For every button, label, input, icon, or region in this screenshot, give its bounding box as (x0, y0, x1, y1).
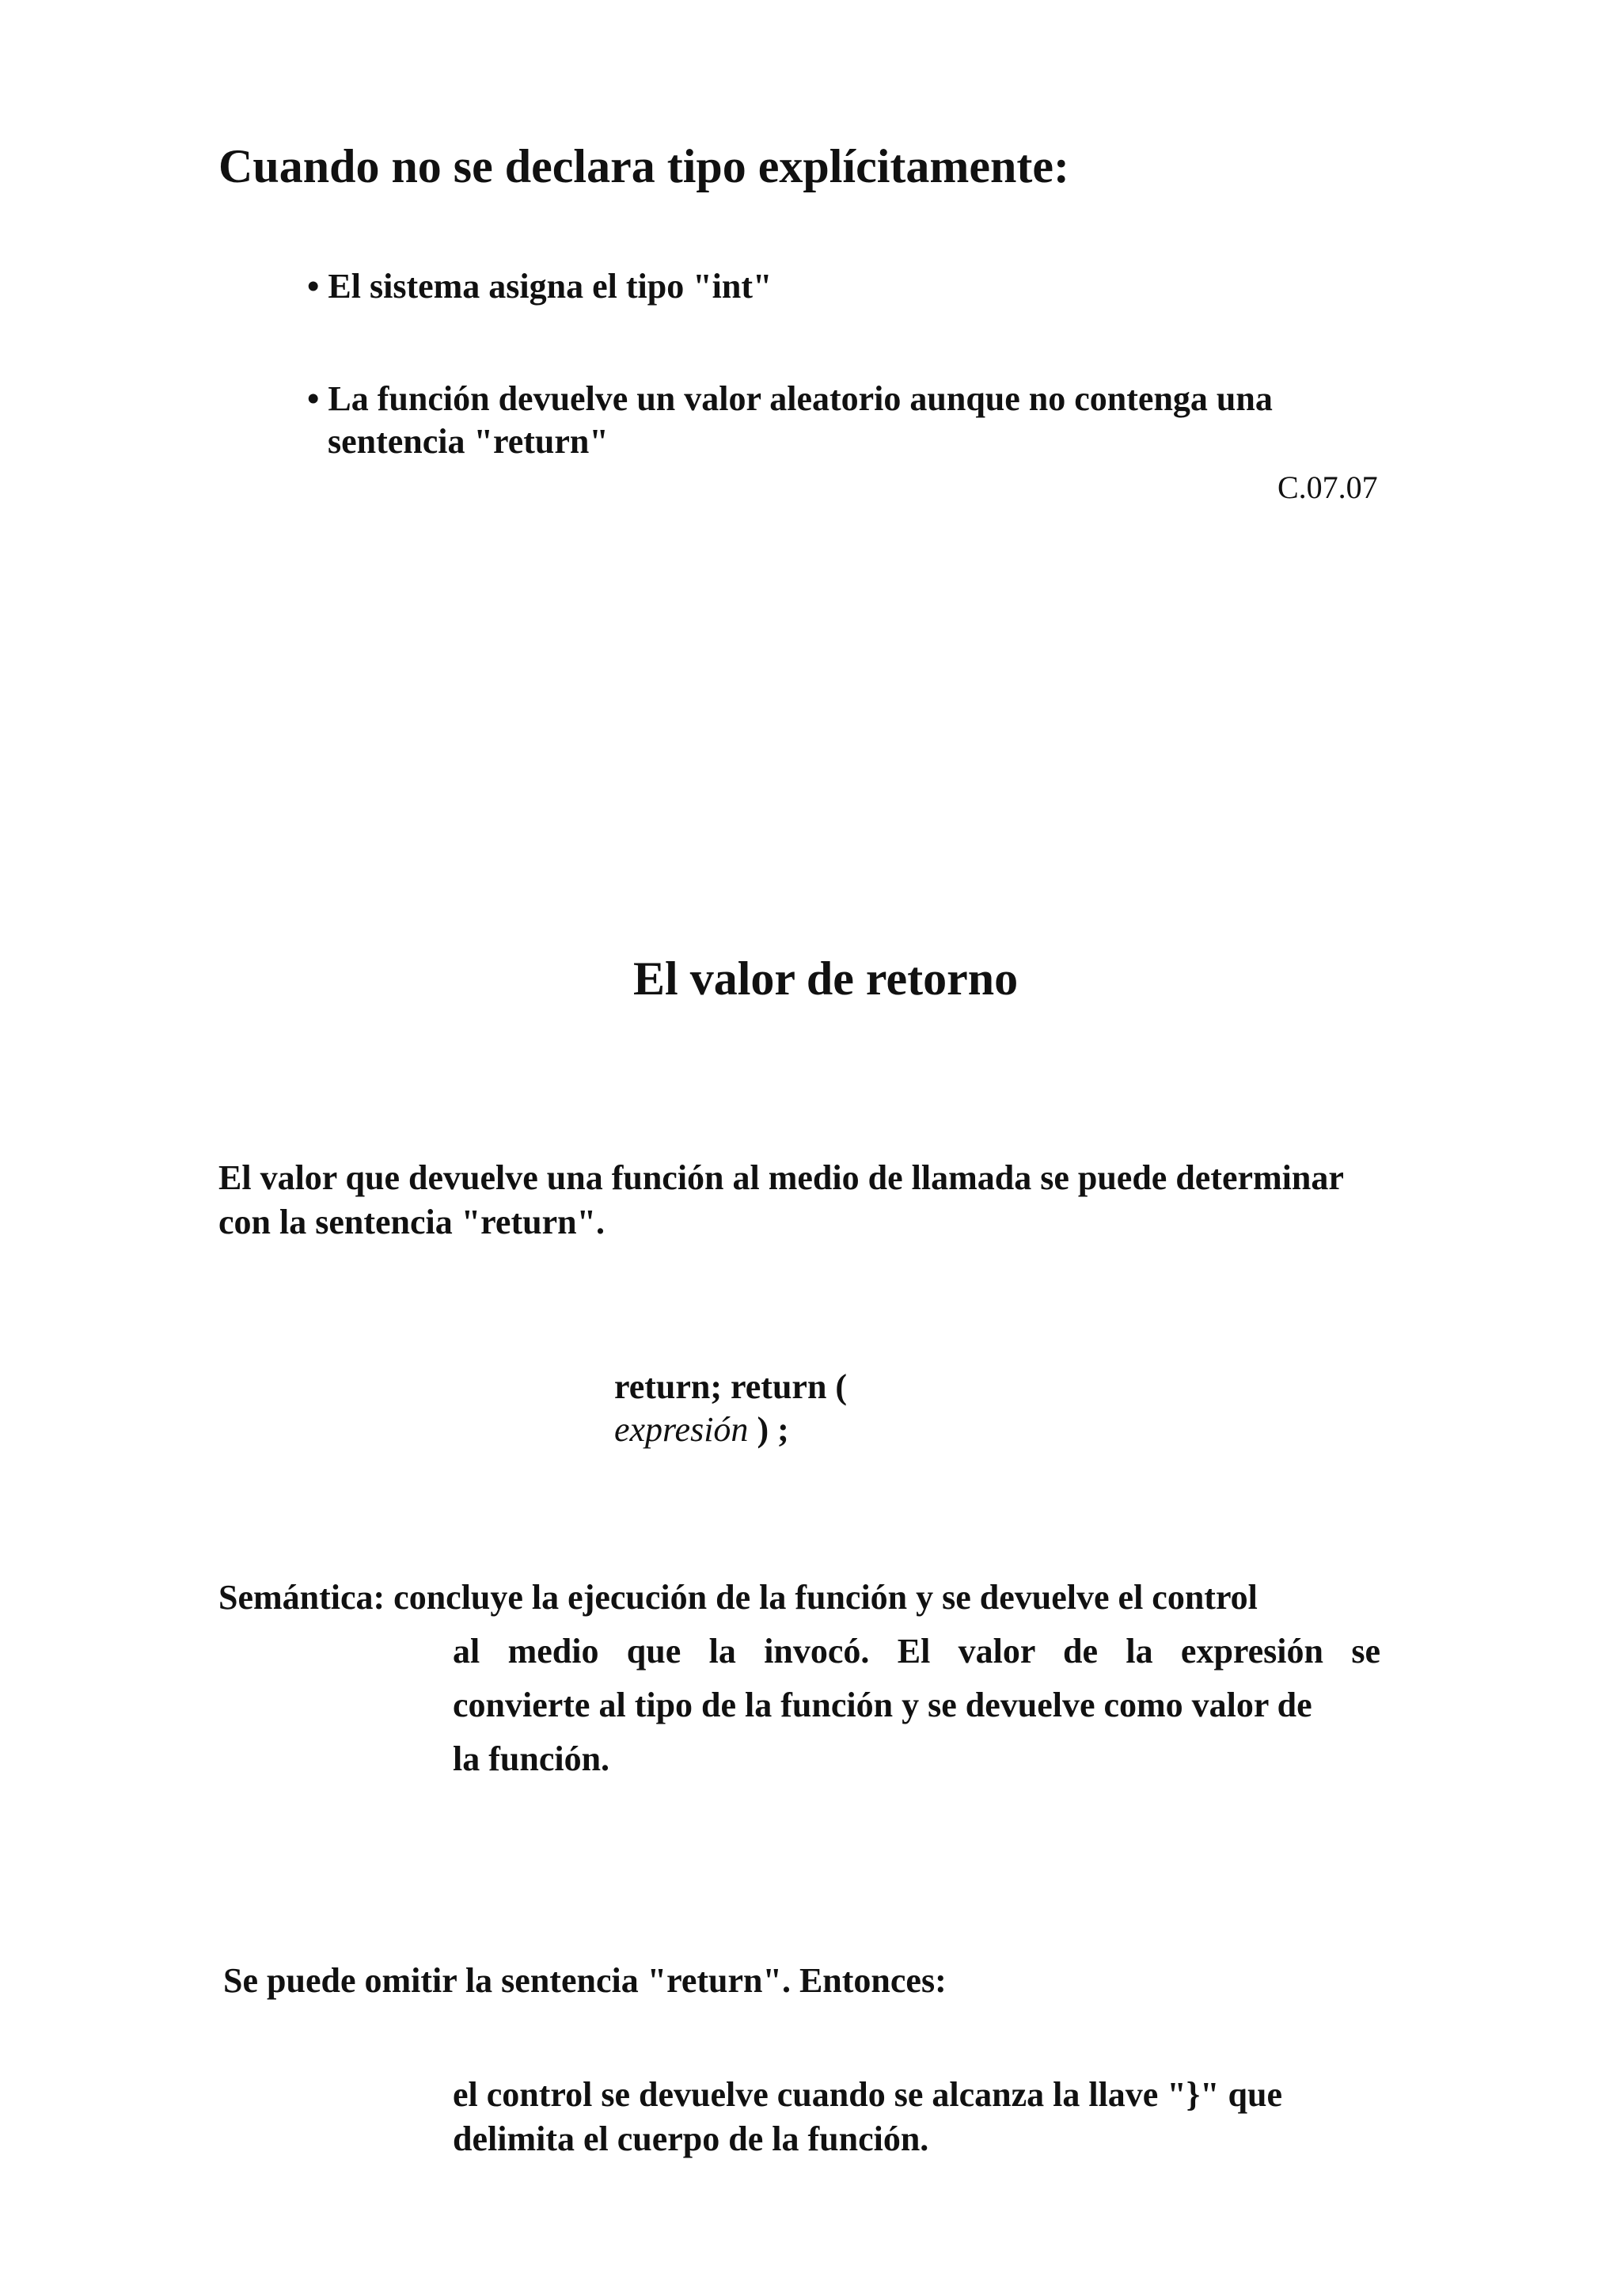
semantics-line-4: la función. (453, 1739, 610, 1778)
control-line-2: delimita el cuerpo de la función. (453, 2119, 929, 2158)
syntax-line-2 (614, 1409, 789, 1450)
heading-implicit-type: Cuando no se declara tipo explícitamente: (218, 140, 1069, 192)
bullet-random-value-line2: sentencia "return" (328, 422, 609, 461)
semantics-line-3: convierte al tipo de la función y se devuelve como valor de (453, 1686, 1312, 1724)
omit-return-line: Se puede omitir la sentencia "return". Entonces: (223, 1961, 947, 2000)
heading-return-value: El valor de retorno (633, 952, 1019, 1005)
bullet-random-value-line1: • La función devuelve un valor aleatorio aunque no contenga una (307, 379, 1273, 418)
syntax-expression: expresión (614, 1410, 749, 1449)
semantics-line-2: al medio que la invocó. El valor de la expresión se (453, 1632, 1380, 1671)
syntax-close: ) ; (748, 1410, 789, 1449)
syntax-line-1: return; return ( (614, 1367, 848, 1406)
bullet-int-type: • El sistema asigna el tipo "int" (307, 267, 773, 306)
page-code: C.07.07 (1277, 469, 1378, 505)
control-line-1: el control se devuelve cuando se alcanza la llave "}" que (453, 2075, 1282, 2114)
semantics-line-1: Semántica: concluye la ejecución de la función y se devuelve el control (218, 1578, 1258, 1617)
intro-line-1: El valor que devuelve una función al medio de llamada se puede determinar (218, 1158, 1344, 1197)
intro-line-2: con la sentencia "return". (218, 1203, 605, 1241)
